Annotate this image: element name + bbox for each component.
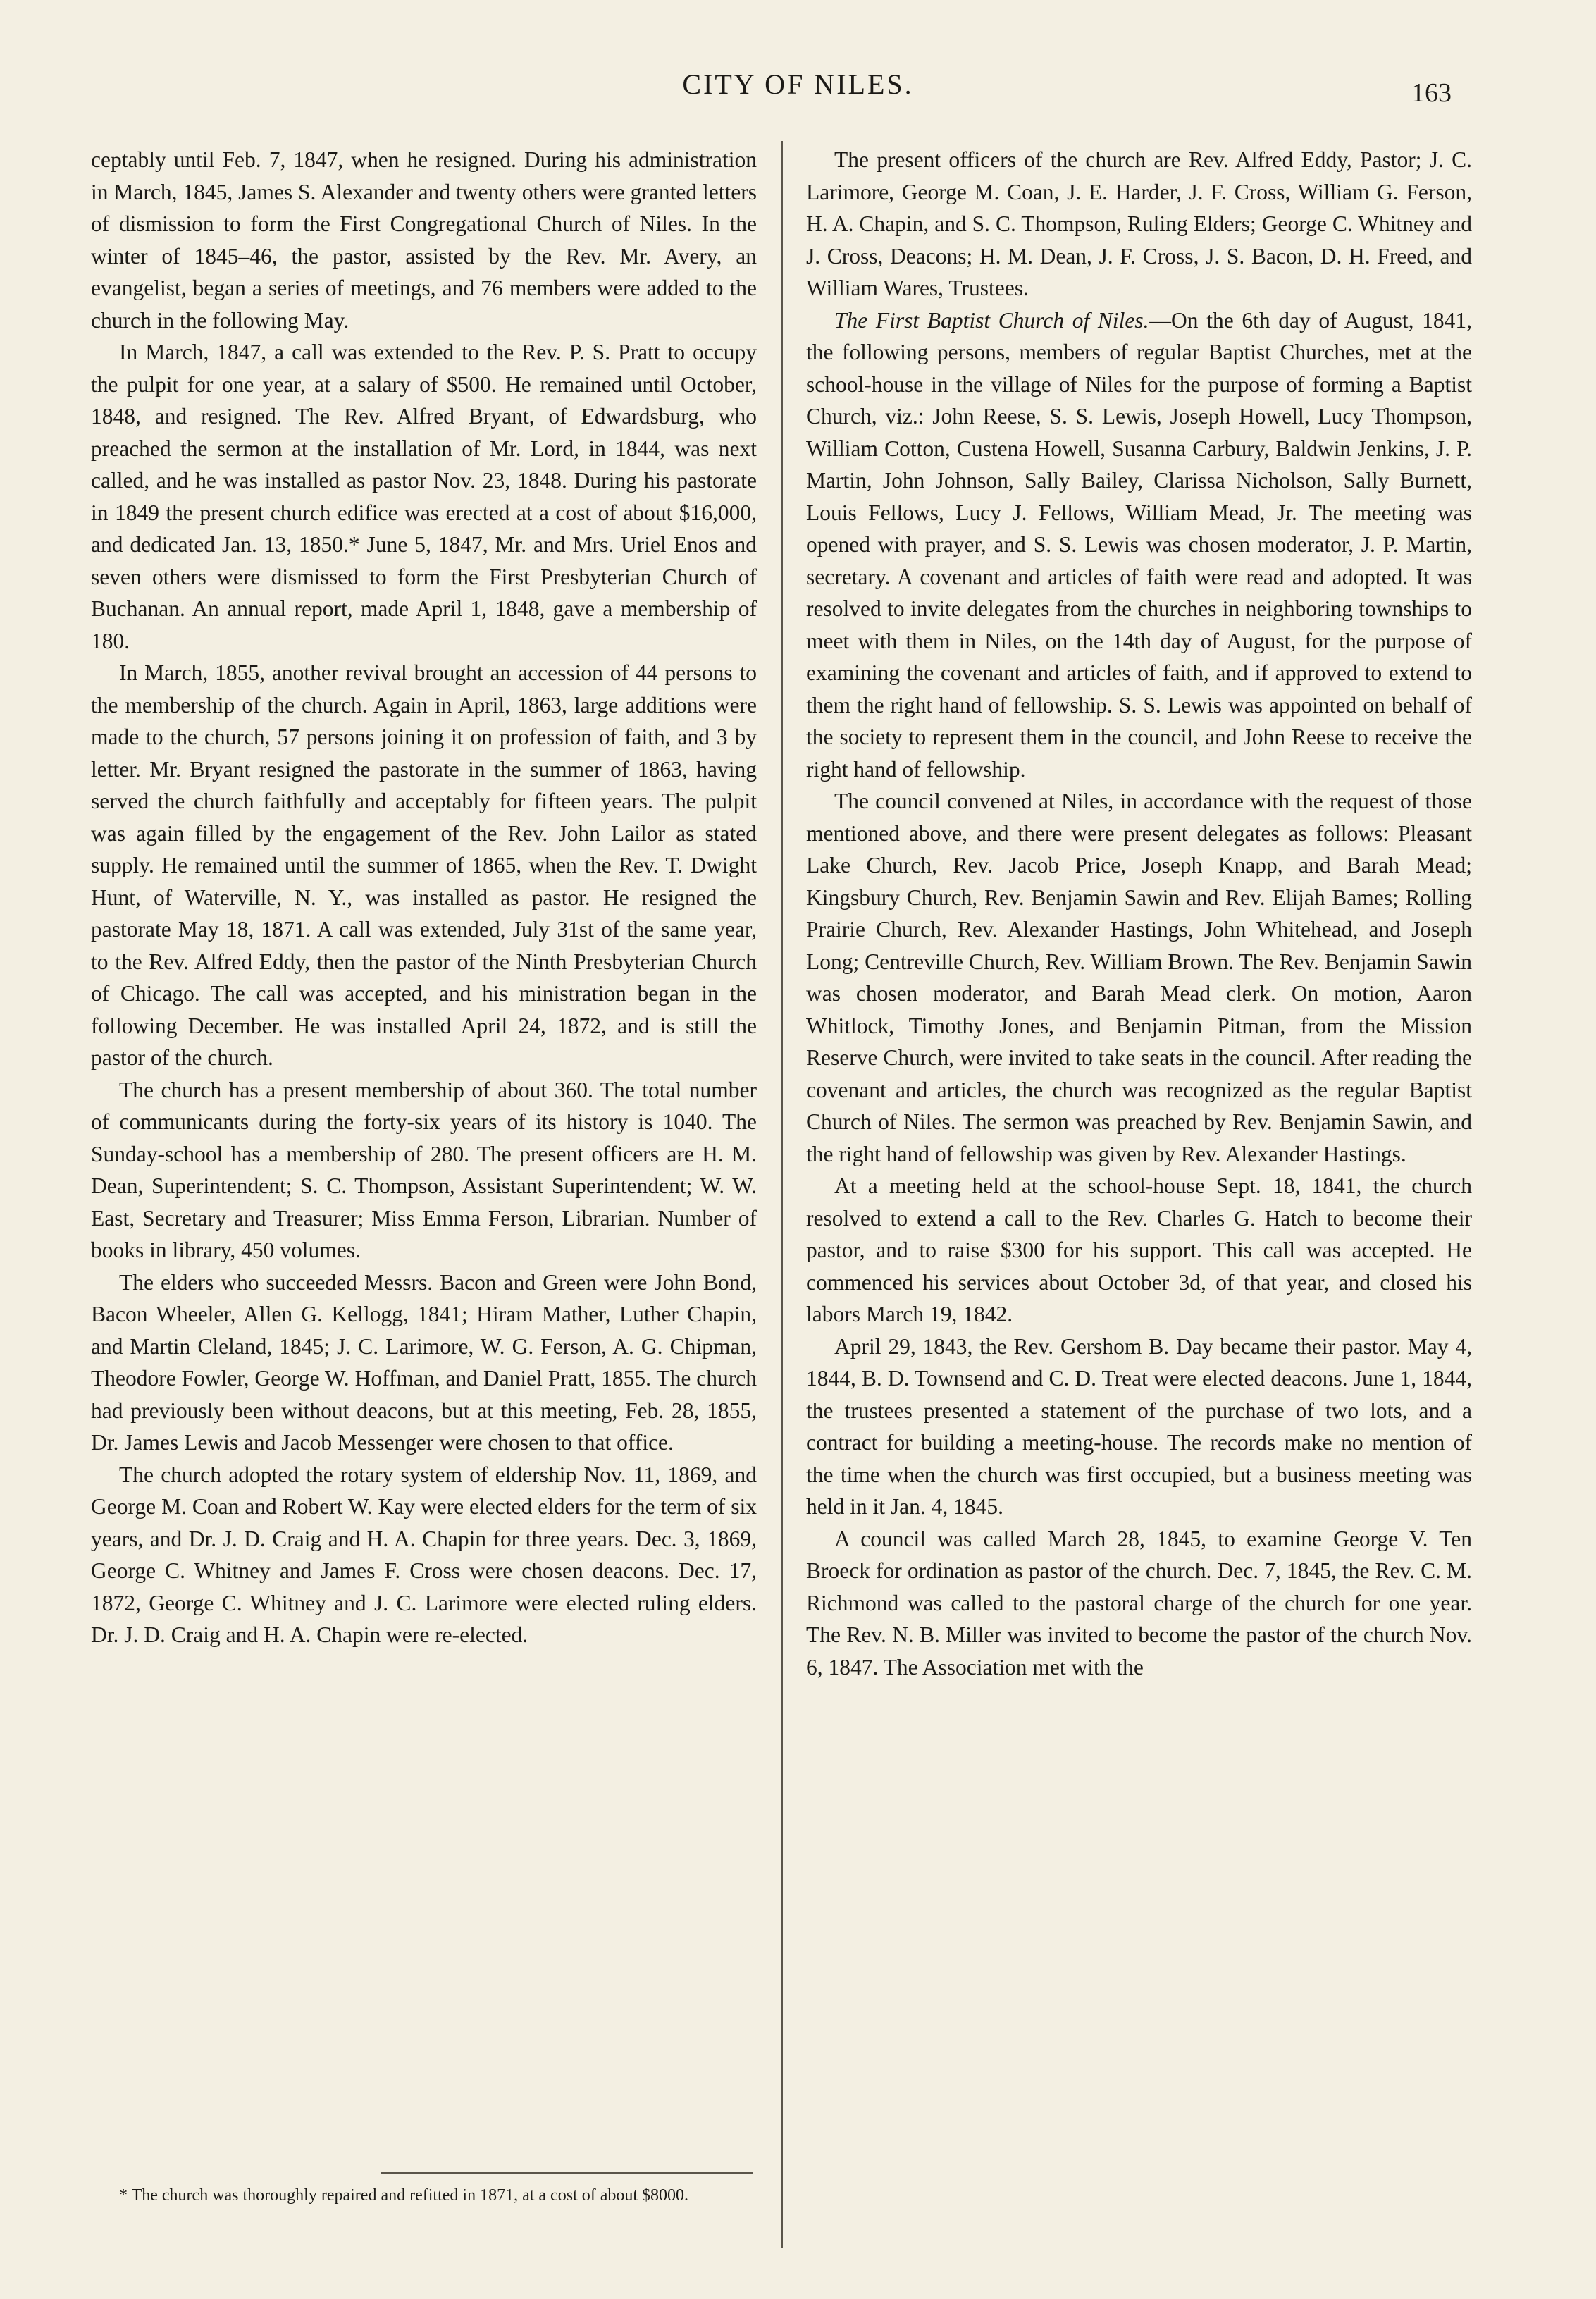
page-number: 163 (1411, 78, 1452, 108)
running-title: CITY OF NILES. (682, 68, 914, 100)
paragraph-text: —On the 6th day of August, 1841, the following persons, members of regular Baptist Churches, met at the school-house in the village of Niles for the purpose of forming a Baptist Church, viz.: John Reese, S. S. Lewis, Joseph Howell, Lucy Thompson, William Cotton, Custena Howell, Susanna Carbury, Baldwin Jenkins, J. P. Martin, John Johnson, Sally Bailey, Clarissa Nicholson, Sally Burnett, Louis Fellows, Lucy J. Fellows, William Mead, Jr. The meeting was opened with prayer, and S. S. Lewis was chosen moderator, J. P. Martin, secretary. A covenant and articles of faith were read and adopted. It was resolved to invite delegates from the churches in neighboring townships to meet with them in Niles, on the 14th day of August, for the purpose of examining the covenant and articles of faith, and if approved to extend to them the right hand of fellowship. S. S. Lewis was appointed on behalf of the society to represent them in the council, and John Reese to receive the right hand of fellowship. (806, 307, 1472, 782)
paragraph: The church has a present membership of about 360. The total number of communicants during the forty-six years of its history is 1040. The Sunday-school has a membership of 280. The present officers are H. M. Dean, Superintendent; S. C. Thompson, Assistant Superintendent; W. W. East, Secretary and Treasurer; Miss Emma Ferson, Librarian. Number of books in library, 450 volumes. (91, 1077, 757, 1262)
paragraph: A council was called March 28, 1845, to examine George V. Ten Broeck for ordination as pastor of the church. Dec. 7, 1845, the Rev. C. M. Richmond was called to the pastoral charge of the church for one year. The Rev. N. B. Miller was invited to become the pastor of the church Nov. 6, 1847. The Association met with the (806, 1526, 1472, 1679)
footnote-divider (381, 2172, 753, 2174)
footnote-marker: * (119, 2186, 128, 2205)
page-header (0, 68, 1596, 110)
left-column (91, 144, 757, 1651)
right-column (806, 144, 1472, 1683)
paragraph: In March, 1847, a call was extended to the Rev. P. S. Pratt to occupy the pulpit for one year, at a salary of $500. He remained until October, 1848, and resigned. The Rev. Alfred Bryant, of Edwardsburg, who preached the sermon at the installation of Mr. Lord, in 1844, was next called, and he was installed as pastor Nov. 23, 1848. During his pastorate in 1849 the present church edifice was erected at a cost of about $16,000, and dedicated Jan. 13, 1850.* June 5, 1847, Mr. and Mrs. Uriel Enos and seven others were dismissed to form the First Presbyterian Church of Buchanan. An annual report, made April 1, 1848, gave a membership of 180. (91, 340, 757, 653)
paragraph: The church adopted the rotary system of eldership Nov. 11, 1869, and George M. Coan and Robert W. Kay were elected elders for the term of six years, and Dr. J. D. Craig and H. A. Chapin for three years. Dec. 3, 1869, George C. Whitney and James F. Cross were chosen deacons. Dec. 17, 1872, George C. Whitney and J. C. Larimore were elected ruling elders. Dr. J. D. Craig and H. A. Chapin were re-elected. (91, 1462, 757, 1647)
footnote-text: The church was thoroughly repaired and refitted in 1871, at a cost of about $8000. (131, 2186, 689, 2205)
section-heading: The First Baptist Church of Niles. (834, 307, 1149, 333)
paragraph: At a meeting held at the school-house Sept. 18, 1841, the church resolved to extend a call to the Rev. Charles G. Hatch to become their pastor, and to raise $300 for his support. This call was accepted. He commenced his services about October 3d, of that year, and closed his labors March 19, 1842. (806, 1173, 1472, 1326)
paragraph: In March, 1855, another revival brought an accession of 44 persons to the membership of the church. Again in April, 1863, large additions were made to the church, 57 persons joining it on profession of faith, and 3 by letter. Mr. Bryant resigned the pastorate in the summer of 1863, having served the church faithfully and acceptably for fifteen years. The pulpit was again filled by the engagement of the Rev. John Lailor as stated supply. He remained until the summer of 1865, when the Rev. T. Dwight Hunt, of Waterville, N. Y., was installed as pastor. He resigned the pastorate May 18, 1871. A call was extended, July 31st of the same year, to the Rev. Alfred Eddy, then the pastor of the Ninth Presbyterian Church of Chicago. The call was accepted, and his ministration began in the following December. He was installed April 24, 1872, and is still the pastor of the church. (91, 660, 757, 1070)
paragraph: ceptably until Feb. 7, 1847, when he resigned. During his administration in March, 1845, James S. Alexander and twenty others were granted letters of dismission to form the First Congregational Church of Niles. In the winter of 1845–46, the pastor, assisted by the Rev. Mr. Avery, an evangelist, began a series of meetings, and 76 members were added to the church in the following May. (91, 147, 757, 333)
paragraph: The council convened at Niles, in accordance with the request of those mentioned above, and there were present delegates as follows: Pleasant Lake Church, Rev. Jacob Price, Joseph Knapp, and Barah Mead; Kingsbury Church, Rev. Benjamin Sawin and Rev. Elijah Bames; Rolling Prairie Church, Rev. Alexander Hastings, John Whitehead, and Joseph Long; Centreville Church, Rev. William Brown. The Rev. Benjamin Sawin was chosen moderator, and Barah Mead clerk. On motion, Aaron Whitlock, Timothy Jones, and Benjamin Pitman, from the Mission Reserve Church, were invited to take seats in the council. After reading the covenant and articles, the church was recognized as the regular Baptist Church of Niles. The sermon was preached by Rev. Benjamin Sawin, and the right hand of fellowship was given by Rev. Alexander Hastings. (806, 789, 1472, 1166)
paragraph: The present officers of the church are Rev. Alfred Eddy, Pastor; J. C. Larimore, George M. Coan, J. E. Harder, J. F. Cross, William G. Ferson, H. A. Chapin, and S. C. Thompson, Ruling Elders; George C. Whitney and J. Cross, Deacons; H. M. Dean, J. F. Cross, J. S. Bacon, D. H. Freed, and William Wares, Trustees. (806, 147, 1472, 300)
paragraph (806, 304, 1472, 786)
paragraph: April 29, 1843, the Rev. Gershom B. Day became their pastor. May 4, 1844, B. D. Townsend and C. D. Treat were elected deacons. June 1, 1844, the trustees presented a statement of the purchase of two lots, and a contract for building a meeting-house. The records make no mention of the time when the church was first occupied, but a business meeting was held in it Jan. 4, 1845. (806, 1333, 1472, 1519)
paragraph: The elders who succeeded Messrs. Bacon and Green were John Bond, Bacon Wheeler, Allen G. Kellogg, 1841; Hiram Mather, Luther Chapin, and Martin Cleland, 1845; J. C. Larimore, W. G. Ferson, A. G. Chipman, Theodore Fowler, George W. Hoffman, and Daniel Pratt, 1855. The church had previously been without deacons, but at this meeting, Feb. 28, 1855, Dr. James Lewis and Jacob Messenger were chosen to that office. (91, 1269, 757, 1455)
footnote (91, 2183, 757, 2207)
column-divider (781, 141, 783, 2248)
